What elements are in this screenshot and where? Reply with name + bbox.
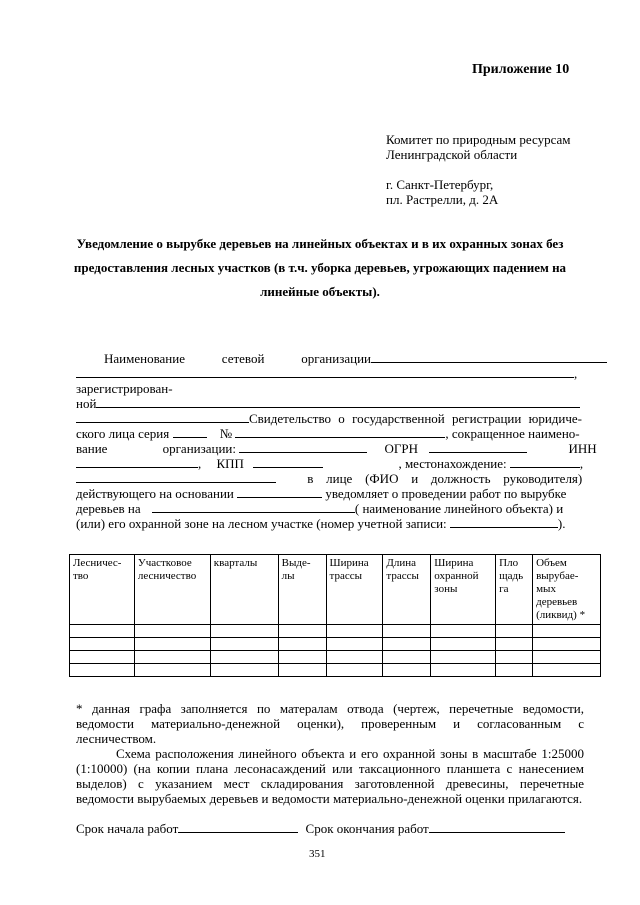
location-field-2[interactable] [76, 471, 276, 483]
in-person-label: в лице (ФИО и должность руководителя) [307, 471, 583, 486]
acting-label: действующего на основании [76, 486, 234, 501]
short-name-label: , сокращенное наимено- [445, 426, 580, 441]
table-cell[interactable] [533, 625, 601, 638]
table-cell[interactable] [383, 651, 431, 664]
end-date-label: Срок окончания работ [305, 821, 429, 836]
table-cell[interactable] [431, 651, 496, 664]
org-name-field-2[interactable] [76, 366, 574, 378]
table-cell[interactable] [278, 651, 326, 664]
footnote: * данная графа заполняется по матерaлам отвода (чертеж, перечетные ведомости, ведомости материально-денежной оценки), проверенным и согласованным с лесничеством. [76, 701, 584, 746]
registered-field-2[interactable] [76, 411, 249, 423]
start-date-field[interactable] [178, 821, 298, 833]
table-cell[interactable] [134, 625, 210, 638]
account-number-field[interactable] [450, 516, 558, 528]
naming-label: вание организации: [76, 441, 236, 456]
series-label: ского лица серия [76, 426, 170, 441]
linear-object-field[interactable] [152, 501, 355, 513]
addressee-line-2: Ленинградской области [386, 147, 518, 162]
table-header-cell: Выде-лы [278, 555, 326, 625]
table-cell[interactable] [431, 638, 496, 651]
table-cell[interactable] [70, 638, 135, 651]
end-date-field[interactable] [429, 821, 565, 833]
address-city: г. Санкт-Петербург, [386, 177, 494, 192]
table-cell[interactable] [326, 638, 383, 651]
table-cell[interactable] [70, 651, 135, 664]
certificate-label: Свидетельство о государственной регистрации юридиче- [249, 411, 582, 426]
table-cell[interactable] [278, 664, 326, 677]
registered-label: ной [76, 396, 97, 411]
table-row [70, 664, 601, 677]
start-date-label: Срок начала работ [76, 821, 179, 836]
trees-on-label: деревьев на [76, 501, 141, 516]
series-field[interactable] [173, 426, 207, 438]
org-name-field[interactable] [371, 351, 607, 363]
location-field[interactable] [510, 456, 580, 468]
address-street: пл. Растрелли, д. 2А [386, 192, 499, 207]
document-title: Уведомление о вырубке деревьев на линейных объектах и в их охранных зонах без предоставления лесных участков (в т.ч. уборка деревьев, угрожающих падением на линейные объекты). [73, 236, 567, 299]
table-header-cell: Лесничес-тво [70, 555, 135, 625]
registration-field[interactable] [96, 396, 580, 408]
appendix-label: Приложение 10 [472, 62, 570, 77]
scheme-paragraph: Схема расположения линейного объекта и его охранной зоны в масштабе 1:25000 (1:10000) (на копии плана лесонасаждений или таксационного планшета с нанесением выделов) с указанием мест складирования заготовленной древесины, перечетные ведомости вырубаемых деревьев и ведомости материально-денежной оценки прилагаются. [76, 746, 584, 806]
table-cell[interactable] [134, 664, 210, 677]
object-name-label: ( наименование линейного объекта) и [354, 501, 564, 516]
dates-line [76, 821, 584, 836]
kpp-label: КПП [216, 456, 244, 471]
org-short-name-field[interactable] [239, 441, 367, 453]
org-name-line [76, 351, 584, 366]
certificate-line [76, 411, 584, 426]
naming-line [76, 441, 597, 456]
table-cell[interactable] [383, 625, 431, 638]
inn-field[interactable] [76, 456, 198, 468]
table-cell[interactable] [210, 638, 278, 651]
forest-data-table [69, 554, 601, 677]
org-name-label: Наименование сетевой организации [104, 351, 371, 366]
table-header-cell: Объем вырубае-мых деревьев (ликвид) * [533, 555, 601, 625]
number-field[interactable] [235, 426, 445, 438]
table-cell[interactable] [533, 664, 601, 677]
zone-line [76, 516, 584, 531]
table-cell[interactable] [210, 625, 278, 638]
addressee-line-1: Комитет по природным ресурсам [386, 132, 571, 147]
table-cell[interactable] [278, 638, 326, 651]
close-paren: ). [557, 516, 566, 531]
registered-line-1: зарегистрирован- [76, 381, 173, 396]
table-header-cell: Участковое лесничество [134, 555, 210, 625]
inn-label: ИНН [568, 441, 597, 456]
table-cell[interactable] [326, 664, 383, 677]
table-cell[interactable] [496, 664, 533, 677]
table-cell[interactable] [278, 625, 326, 638]
table-cell[interactable] [496, 638, 533, 651]
series-line [76, 426, 584, 441]
table-cell[interactable] [496, 625, 533, 638]
trees-line [76, 501, 584, 516]
registered-line-2 [76, 396, 584, 411]
table-header-cell: кварталы [210, 555, 278, 625]
table-cell[interactable] [70, 625, 135, 638]
kpp-field[interactable] [253, 456, 323, 468]
org-name-continuation: , [76, 366, 584, 381]
table-row [70, 638, 601, 651]
number-sign: № [219, 426, 233, 441]
ogrn-label: ОГРН [384, 441, 419, 456]
table-cell[interactable] [431, 625, 496, 638]
table-header-cell: Ширина трассы [326, 555, 383, 625]
table-cell[interactable] [383, 638, 431, 651]
table-cell[interactable] [134, 638, 210, 651]
notifies-label: уведомляет о проведении работ по вырубке [325, 486, 567, 501]
table-cell[interactable] [210, 651, 278, 664]
basis-field[interactable] [237, 486, 322, 498]
table-row [70, 625, 601, 638]
table-cell[interactable] [533, 651, 601, 664]
table-cell[interactable] [326, 651, 383, 664]
ogrn-field[interactable] [429, 441, 527, 453]
table-header-cell: Пло щадь га [496, 555, 533, 625]
page-number: 351 [309, 848, 326, 860]
table-header-cell: Длина трассы [383, 555, 431, 625]
table-header-cell: Ширина охранной зоны [431, 555, 496, 625]
table-cell[interactable] [210, 664, 278, 677]
zone-label: (или) его охранной зоне на лесном участке (номер учетной записи: [76, 516, 447, 531]
location-label: , местонахождение: [398, 456, 507, 471]
table-row [70, 651, 601, 664]
table-cell[interactable] [431, 664, 496, 677]
kpp-line: , КПП , местонахождение: , [76, 456, 584, 471]
in-person-line [76, 471, 584, 486]
table-cell[interactable] [134, 651, 210, 664]
acting-line [76, 486, 584, 501]
table-cell[interactable] [496, 651, 533, 664]
table-cell[interactable] [383, 664, 431, 677]
table-cell[interactable] [326, 625, 383, 638]
table-cell[interactable] [533, 638, 601, 651]
table-header-row [70, 555, 601, 625]
table-cell[interactable] [70, 664, 135, 677]
